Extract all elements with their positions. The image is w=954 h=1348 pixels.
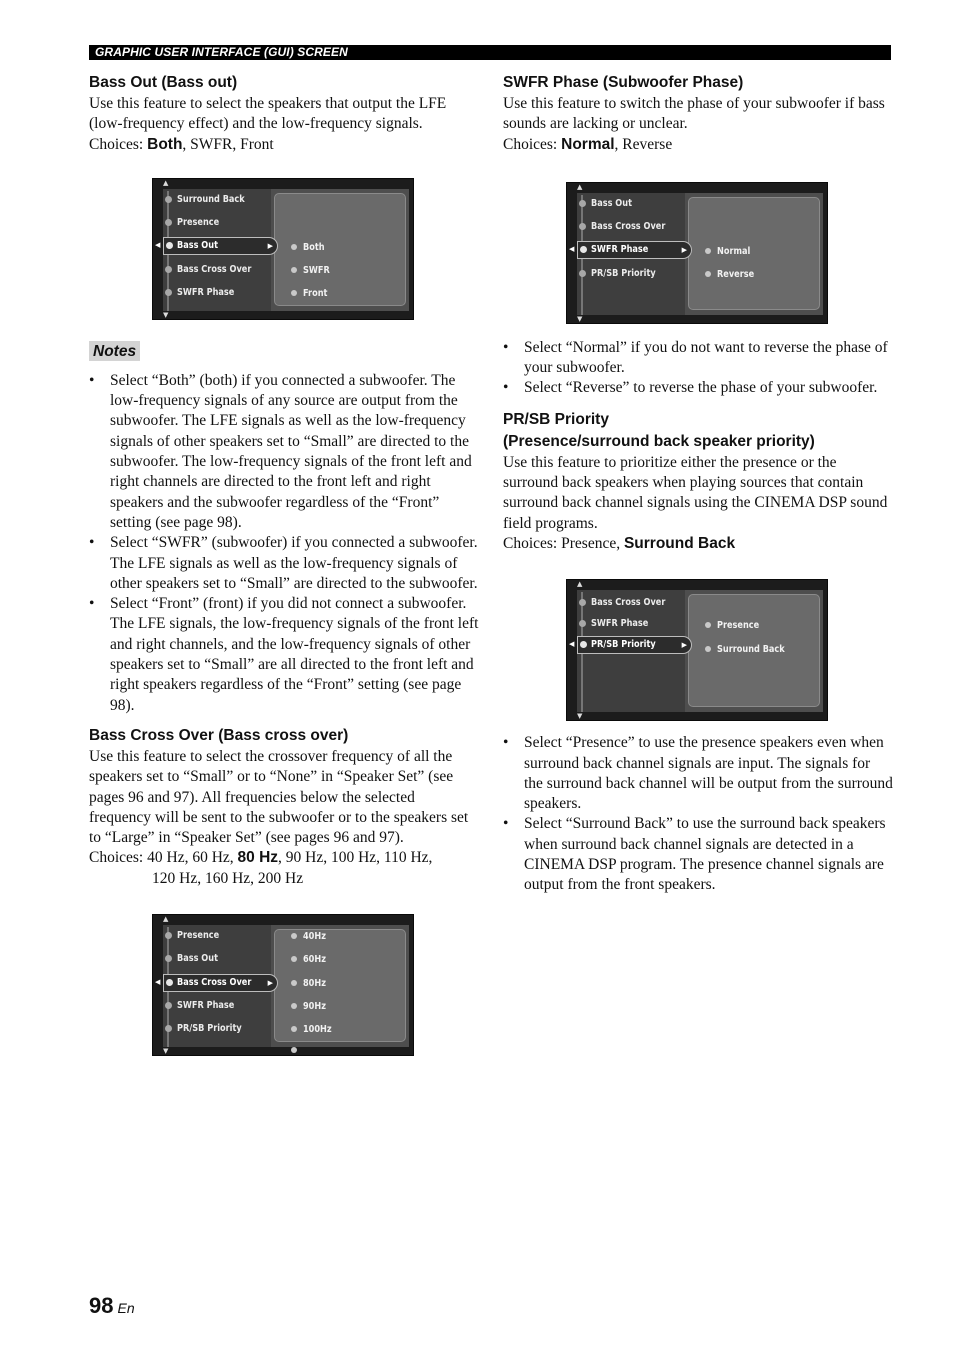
- right-column: [503, 72, 893, 896]
- page-footer: [89, 1293, 135, 1319]
- gui-screen-swfr-phase: [566, 182, 828, 324]
- menu-item-label: Bass Out: [591, 197, 632, 209]
- right-arrow-icon: ▶: [681, 641, 687, 650]
- scroll-up-arrow-icon: ▲: [163, 178, 169, 187]
- menu-item-label: Surround Back: [177, 193, 245, 205]
- choices-label: Choices:: [503, 534, 562, 552]
- menu-bullet-icon: [165, 932, 172, 939]
- menu-item-label: Bass Out: [177, 240, 218, 252]
- menu-bullet-icon: [165, 266, 172, 273]
- scroll-up-arrow-icon: ▲: [577, 182, 583, 191]
- bass-cross-over-heading: Bass Cross Over (Bass cross over): [89, 726, 349, 744]
- bass-out-body: Use this feature to select the speakers that output the LFE (low-frequency effect) and the low-frequency signals.: [89, 95, 447, 133]
- menu-item-label: SWFR Phase: [177, 999, 235, 1011]
- choices-default: Surround Back: [623, 534, 736, 552]
- bass-cross-over-choices: [89, 848, 479, 868]
- menu-item-label: PR/SB Priority: [177, 1023, 242, 1035]
- option-label: Both: [303, 241, 325, 253]
- section-header-label: GRAPHIC USER INTERFACE (GUI) SCREEN: [95, 45, 348, 59]
- right-arrow-icon: ▶: [267, 978, 273, 987]
- menu-item-label: SWFR Phase: [177, 287, 235, 299]
- scroll-up-arrow-icon: ▲: [163, 915, 169, 924]
- bullet-item: • Select “Surround Back” to use the surround back speakers when surround back channel signals are detected in a CINEMA DSP program. The presence channel signals are output from the front speakers.: [503, 814, 893, 895]
- option-label: 40Hz: [303, 931, 326, 943]
- option-label: SWFR: [303, 265, 330, 277]
- menu-item-label: SWFR Phase: [591, 618, 649, 630]
- menu-bullet-icon: [166, 979, 173, 986]
- scroll-down-arrow-icon: ▼: [163, 310, 169, 319]
- option-bullet-icon: [291, 933, 297, 939]
- option-label: Presence: [717, 620, 760, 632]
- swfr-phase-body: Use this feature to switch the phase of your subwoofer if bass sounds are lacking or unclear.: [503, 95, 885, 133]
- prsb-priority-bullets: [503, 733, 893, 895]
- section-header-bar: [89, 45, 891, 60]
- menu-item-label: Presence: [177, 930, 220, 942]
- choices-default: Normal: [561, 135, 615, 153]
- right-arrow-icon: ▶: [267, 242, 273, 251]
- scroll-down-arrow-icon: ▼: [577, 314, 583, 323]
- menu-item-label: Bass Cross Over: [177, 263, 252, 275]
- prsb-body: Use this feature to prioritize either the presence or the surround back speakers when playing sources that contain surround back channel signals using the CINEMA DSP sound field programs.: [503, 453, 888, 532]
- bullet-item: • Select “Presence” to use the presence speakers even when surround back channel signals are input. The signals for the surround back channel will be output from the surround speakers.: [503, 733, 893, 814]
- option-label: Front: [303, 288, 328, 300]
- menu-item-label: PR/SB Priority: [591, 639, 656, 651]
- prsb-choices: [503, 534, 893, 554]
- option-label: Normal: [717, 245, 751, 257]
- menu-item-label: SWFR Phase: [591, 244, 649, 256]
- gui-screen-prsb-priority: [566, 579, 828, 721]
- menu-item-selected: [163, 974, 278, 992]
- bass-out-choices: [89, 135, 479, 155]
- swfr-phase-heading: SWFR Phase (Subwoofer Phase): [503, 74, 744, 91]
- option-label: 100Hz: [303, 1024, 332, 1036]
- bass-out-heading: Bass Out (Bass out): [89, 74, 238, 91]
- menu-item-label: Bass Out: [177, 953, 218, 965]
- menu-bullet-icon: [579, 270, 586, 277]
- choices-label: Choices:: [503, 135, 562, 153]
- options-panel: [685, 193, 823, 315]
- choices-rest: , 90 Hz, 100 Hz, 110 Hz,: [278, 849, 433, 867]
- right-arrow-icon: ▶: [681, 246, 687, 255]
- left-arrow-icon: ◀: [569, 245, 575, 254]
- menu-bullet-icon: [165, 196, 172, 203]
- option-bullet-icon: [291, 1003, 297, 1009]
- menu-bullet-icon: [580, 246, 587, 253]
- choices-label: Choices:: [89, 135, 148, 153]
- choices-rest: , Reverse: [614, 135, 673, 153]
- bullet-item: • Select “Reverse” to reverse the phase of your subwoofer.: [503, 378, 893, 398]
- choices-label: Choices:: [89, 849, 148, 867]
- menu-bullet-icon: [165, 1002, 172, 1009]
- menu-item-selected: [577, 636, 692, 654]
- prsb-heading-line2: (Presence/surround back speaker priority): [503, 432, 815, 450]
- left-arrow-icon: ◀: [155, 241, 161, 250]
- option-label: Reverse: [717, 269, 755, 281]
- option-bullet-icon: [291, 980, 297, 986]
- bass-cross-over-body: Use this feature to select the crossover frequency of all the speakers set to “Small” or to “None” in “Speaker Set” (see pages 96 and 97). All frequencies below the selected frequency will be sent to the subwoofer or to the speakers set to “Large” in “Speaker Set” (see pages 96 and 97).: [89, 747, 469, 847]
- option-label: 80Hz: [303, 977, 326, 989]
- menu-item-label: Presence: [177, 217, 220, 229]
- left-arrow-icon: ◀: [155, 977, 161, 986]
- option-bullet-icon: [291, 244, 297, 250]
- menu-item-selected: [163, 237, 278, 255]
- more-options-icon: [291, 1047, 297, 1053]
- choices-default: Both: [147, 135, 183, 153]
- choices-pre: Presence,: [561, 534, 624, 552]
- prsb-heading-line1: PR/SB Priority: [503, 410, 609, 428]
- option-label: 90Hz: [303, 1000, 326, 1012]
- scroll-down-arrow-icon: ▼: [163, 1047, 169, 1056]
- note-item: • Select “SWFR” (subwoofer) if you connected a subwoofer. The LFE signals as well as the low-frequency signals of other speakers set to “Small” are directed to the subwoofer.: [89, 533, 479, 594]
- left-column: [89, 72, 479, 1056]
- option-label: 60Hz: [303, 954, 326, 966]
- menu-item-label: Bass Cross Over: [177, 976, 252, 988]
- left-arrow-icon: ◀: [569, 640, 575, 649]
- page-number: 98: [89, 1293, 114, 1318]
- scroll-up-arrow-icon: ▲: [577, 580, 583, 589]
- menu-bullet-icon: [579, 200, 586, 207]
- choices-pre: 40 Hz, 60 Hz,: [147, 849, 238, 867]
- choices-rest: , SWFR, Front: [182, 135, 274, 153]
- note-item: • Select “Front” (front) if you did not connect a subwoofer. The LFE signals, the low-frequency signals of the front left and right channels, and the low-frequency signals of other speakers set to “Small” are all directed to the front left and right speakers regardless of the “Front” setting (see page 98).: [89, 594, 479, 716]
- scroll-down-arrow-icon: ▼: [577, 712, 583, 721]
- menu-item-label: Bass Cross Over: [591, 597, 666, 609]
- menu-item-label: PR/SB Priority: [591, 267, 656, 279]
- gui-screen-bass-out: [152, 178, 414, 320]
- note-item: • Select “Both” (both) if you connected a subwoofer. The low-frequency signals of any source are output from the subwoofer. The LFE signals as well as the low-frequency signals of other speakers set to “Small” are directed to the subwoofer. The low-frequency signals of the front left and right channels are directed to the front left and right speakers and the subwoofer regardless of the “Front” setting (see page 98).: [89, 371, 479, 533]
- bullet-item: • Select “Normal” if you do not want to reverse the phase of your subwoofer.: [503, 338, 893, 379]
- option-label: Surround Back: [717, 643, 785, 655]
- menu-bullet-icon: [166, 242, 173, 249]
- bass-cross-over-choices-line2: 120 Hz, 160 Hz, 200 Hz: [152, 869, 304, 887]
- option-bullet-icon: [705, 248, 711, 254]
- notes-list: [89, 371, 479, 716]
- menu-bullet-icon: [580, 641, 587, 648]
- menu-item-selected: [577, 241, 692, 259]
- swfr-phase-choices: [503, 135, 893, 155]
- page-language: En: [117, 1300, 135, 1316]
- notes-label: Notes: [89, 341, 140, 361]
- option-bullet-icon: [705, 646, 711, 652]
- swfr-phase-bullets: [503, 338, 893, 399]
- choices-default: 80 Hz: [237, 849, 279, 867]
- menu-item-label: Bass Cross Over: [591, 221, 666, 233]
- gui-screen-bass-cross-over: [152, 914, 414, 1056]
